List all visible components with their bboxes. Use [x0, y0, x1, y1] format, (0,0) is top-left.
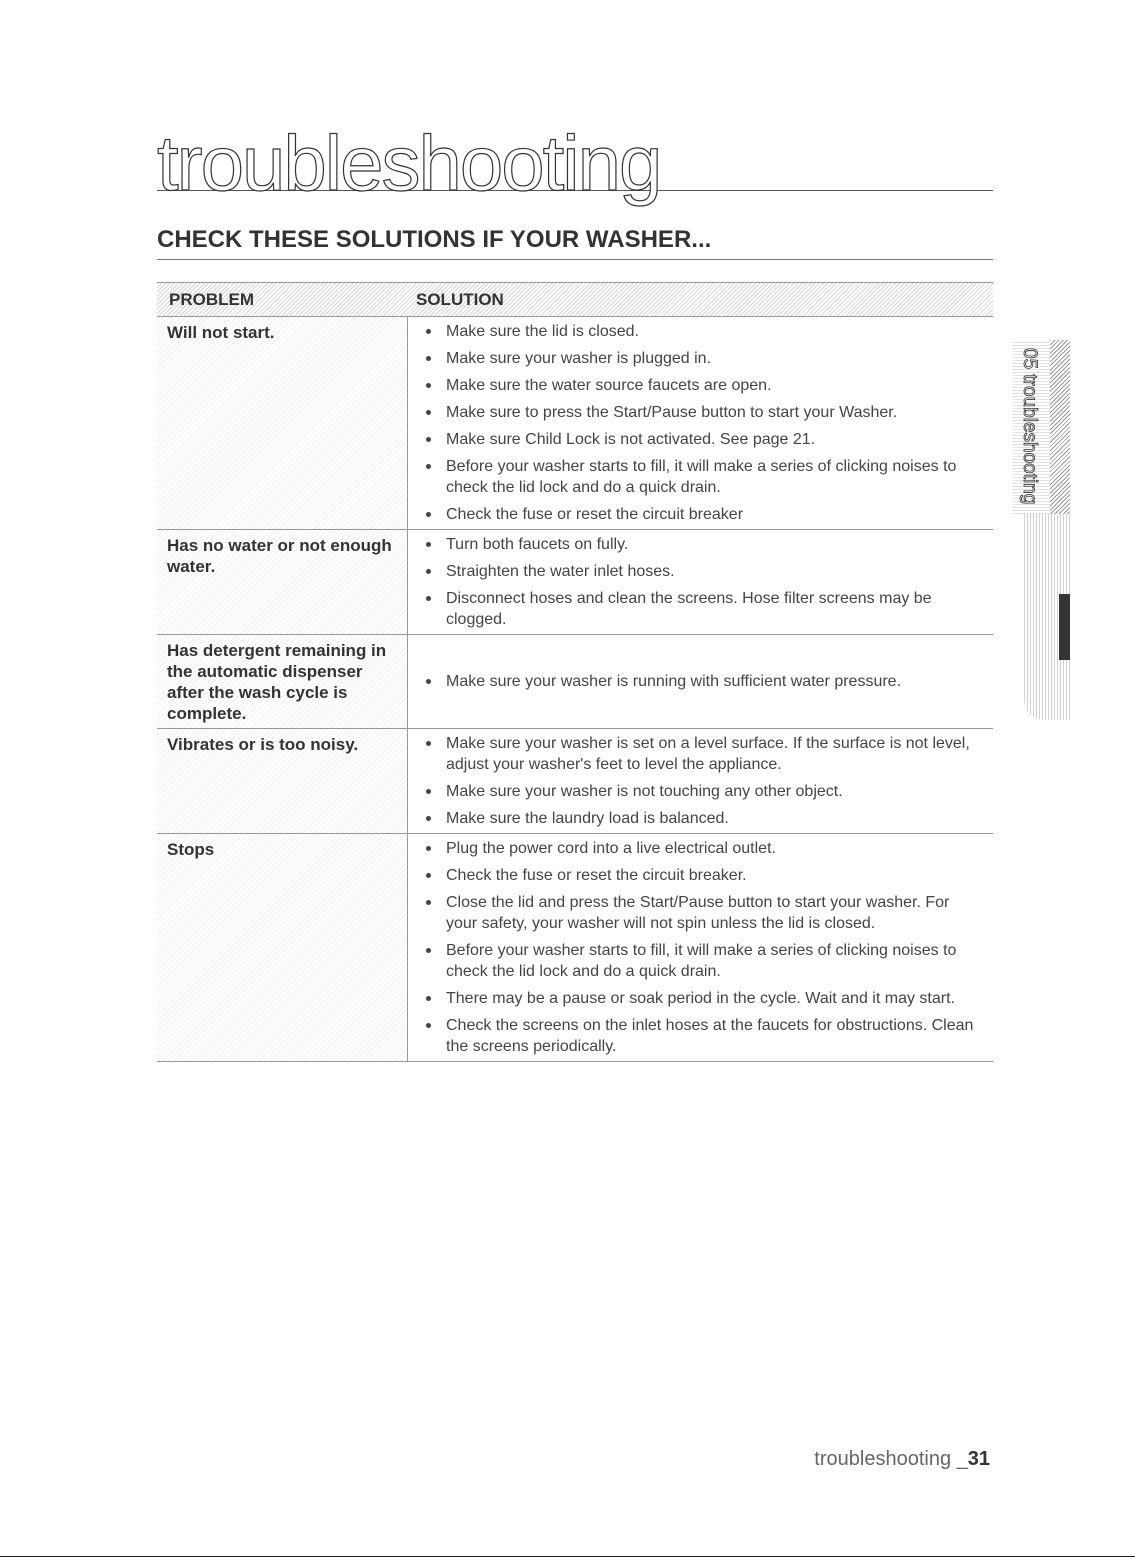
bullet-icon	[426, 356, 431, 361]
solution-item	[424, 456, 983, 498]
bullet-icon	[426, 596, 431, 601]
problem-cell: Vibrates or is too noisy.	[157, 729, 408, 833]
solution-text: Make sure the lid is closed.	[446, 323, 639, 340]
bullet-icon	[426, 1023, 431, 1028]
solution-item	[424, 781, 983, 802]
solution-text: Make sure your washer is not touching any other object.	[446, 783, 843, 800]
header-solution: SOLUTION	[416, 290, 504, 309]
solution-cell	[408, 317, 993, 529]
solution-list	[424, 534, 983, 630]
bottom-rule	[0, 1556, 1135, 1557]
solution-text: Make sure Child Lock is not activated. See page 21.	[446, 431, 816, 448]
solution-list	[424, 733, 983, 829]
solution-item	[424, 429, 983, 450]
solution-text: There may be a pause or soak period in the cycle. Wait and it may start.	[446, 990, 955, 1007]
problem-cell: Has no water or not enough water.	[157, 530, 408, 634]
table-header	[157, 282, 993, 317]
side-tab-marker	[1059, 594, 1070, 660]
solution-text: Make sure the water source faucets are open.	[446, 377, 772, 394]
table-row	[157, 635, 993, 729]
solution-item	[424, 940, 983, 982]
solution-item	[424, 838, 983, 859]
problem-cell: Has detergent remaining in the automatic dispenser after the wash cycle is complete.	[157, 635, 408, 728]
solution-cell	[408, 834, 993, 1061]
solution-item	[424, 402, 983, 423]
solution-item	[424, 892, 983, 934]
bullet-icon	[426, 679, 431, 684]
solution-item	[424, 561, 983, 582]
solution-text: Check the fuse or reset the circuit breaker.	[446, 867, 747, 884]
solution-text: Before your washer starts to fill, it will make a series of clicking noises to check the lid lock and do a quick drain.	[446, 942, 957, 980]
bullet-icon	[426, 996, 431, 1001]
bullet-icon	[426, 948, 431, 953]
bullet-icon	[426, 789, 431, 794]
bullet-icon	[426, 437, 431, 442]
solution-list	[424, 671, 983, 692]
bullet-icon	[426, 512, 431, 517]
solution-text: Make sure to press the Start/Pause button to start your Washer.	[446, 404, 898, 421]
solution-cell	[408, 635, 993, 728]
troubleshooting-table	[157, 282, 993, 1062]
solution-text: Make sure your washer is set on a level surface. If the surface is not level, adjust your washer's feet to level the appliance.	[446, 735, 970, 773]
page-number: 31	[967, 1448, 990, 1470]
bullet-icon	[426, 542, 431, 547]
bullet-icon	[426, 410, 431, 415]
solution-item	[424, 534, 983, 555]
section-heading-text: CHECK THESE SOLUTIONS IF YOUR WASHER...	[157, 226, 712, 253]
side-tab-stripe	[1050, 340, 1070, 514]
solution-text: Plug the power cord into a live electrical outlet.	[446, 840, 776, 857]
solution-item	[424, 865, 983, 886]
bullet-icon	[426, 741, 431, 746]
chapter-side-tab	[1012, 340, 1070, 720]
bullet-icon	[426, 329, 431, 334]
bullet-icon	[426, 816, 431, 821]
chapter-title	[157, 119, 993, 207]
section-heading	[157, 226, 993, 260]
table-row	[157, 834, 993, 1062]
bullet-icon	[426, 464, 431, 469]
chapter-title-text: troubleshooting	[157, 119, 661, 207]
solution-cell	[408, 729, 993, 833]
side-tab-label: 05 troubleshooting	[1019, 348, 1040, 505]
solution-text: Straighten the water inlet hoses.	[446, 563, 675, 580]
solution-item	[424, 348, 983, 369]
solution-text: Make sure the laundry load is balanced.	[446, 810, 729, 827]
bullet-icon	[426, 383, 431, 388]
page-footer	[814, 1448, 990, 1471]
solution-item	[424, 733, 983, 775]
table-row	[157, 530, 993, 635]
solution-item	[424, 808, 983, 829]
solution-text: Turn both faucets on fully.	[446, 536, 629, 553]
problem-cell: Stops	[157, 834, 408, 1061]
solution-text: Close the lid and press the Start/Pause button to start your washer. For your safety, your washer will not spin unless the lid is closed.	[446, 894, 950, 932]
solution-item	[424, 321, 983, 342]
bullet-icon	[426, 900, 431, 905]
solution-list	[424, 321, 983, 525]
solution-text: Make sure your washer is plugged in.	[446, 350, 712, 367]
solution-item	[424, 375, 983, 396]
footer-section-label: troubleshooting _	[814, 1448, 968, 1470]
table-row	[157, 729, 993, 834]
solution-text: Check the screens on the inlet hoses at the faucets for obstructions. Clean the screens periodically.	[446, 1017, 974, 1055]
solution-cell	[408, 530, 993, 634]
solution-list	[424, 838, 983, 1057]
problem-cell: Will not start.	[157, 317, 408, 529]
table-row	[157, 317, 993, 530]
header-problem: PROBLEM	[169, 290, 254, 309]
solution-text: Check the fuse or reset the circuit breaker	[446, 506, 744, 523]
solution-item	[424, 988, 983, 1009]
bullet-icon	[426, 846, 431, 851]
solution-text: Before your washer starts to fill, it will make a series of clicking noises to check the lid lock and do a quick drain.	[446, 458, 957, 496]
solution-item	[424, 504, 983, 525]
solution-item	[424, 588, 983, 630]
solution-item	[424, 1015, 983, 1057]
solution-text: Disconnect hoses and clean the screens. Hose filter screens may be clogged.	[446, 590, 932, 628]
solution-text: Make sure your washer is running with sufficient water pressure.	[446, 673, 902, 690]
bullet-icon	[426, 569, 431, 574]
bullet-icon	[426, 873, 431, 878]
solution-item	[424, 671, 983, 692]
